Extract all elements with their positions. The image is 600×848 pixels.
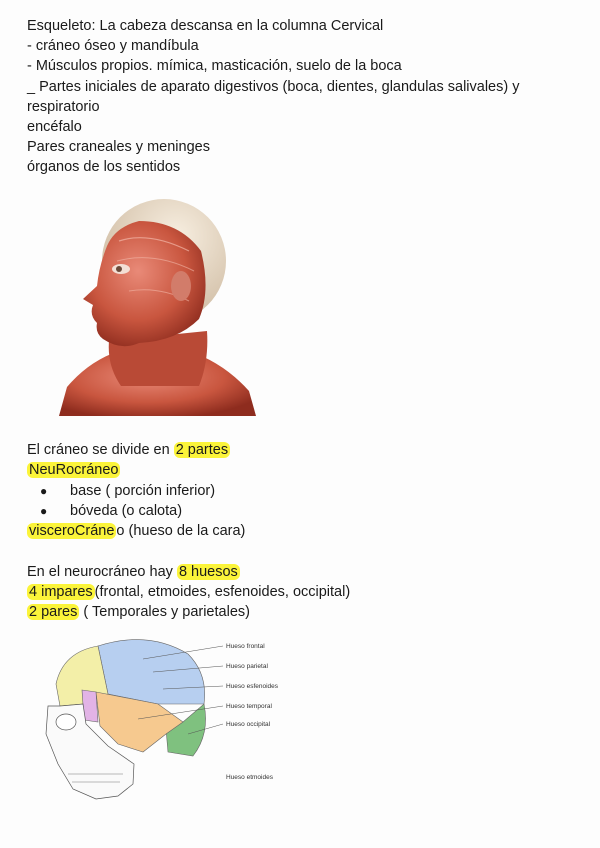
intro-line-4: _ Partes iniciales de aparato digestivos (boca, dientes, glandulas salivales) y bbox=[27, 79, 520, 95]
label-occipital: Hueso occipital bbox=[226, 721, 271, 728]
bones-prefix: En el neurocráneo hay bbox=[27, 564, 173, 580]
orbit bbox=[56, 714, 76, 730]
intro-line-1: Esqueleto: La cabeza descansa en la columna Cervical bbox=[27, 18, 384, 34]
impares-line bbox=[27, 583, 350, 602]
impares-rest: (frontal, etmoides, esfenoides, occipital) bbox=[94, 584, 351, 600]
division-highlight: 2 partes bbox=[175, 442, 229, 458]
neurocraneo-highlight: NeuRocráneo bbox=[29, 462, 119, 478]
intro-line-6: encéfalo bbox=[27, 119, 82, 135]
pares-rest: ( Temporales y parietales) bbox=[79, 604, 250, 620]
intro-line-5: respiratorio bbox=[27, 99, 100, 115]
intro-line-2: - cráneo óseo y mandíbula bbox=[27, 38, 199, 54]
bullet-base bbox=[40, 482, 215, 501]
label-etmoides: Hueso etmoides bbox=[226, 774, 273, 781]
parietal-bone bbox=[98, 640, 205, 704]
bullet-text: bóveda (o calota) bbox=[70, 503, 183, 519]
viscerocraneo-line bbox=[27, 522, 245, 541]
division-prefix: El cráneo se divide en bbox=[27, 442, 170, 458]
label-frontal: Hueso frontal bbox=[226, 643, 265, 650]
bullet-dot: ● bbox=[40, 484, 48, 498]
pares-line bbox=[27, 603, 250, 622]
bones-line bbox=[27, 563, 240, 582]
viscerocraneo-highlight: visceroCráne bbox=[29, 523, 115, 539]
intro-line-8: órganos de los sentidos bbox=[27, 159, 181, 175]
bullet-dot: ● bbox=[40, 504, 48, 518]
division-line bbox=[27, 441, 230, 460]
label-temporal: Hueso temporal bbox=[226, 703, 272, 710]
bullet-boveda bbox=[40, 502, 182, 521]
head-muscles-illustration bbox=[59, 191, 256, 416]
intro-line-7: Pares craneales y meninges bbox=[27, 139, 210, 155]
pares-highlight: 2 pares bbox=[29, 604, 78, 620]
skull-bones-diagram bbox=[38, 634, 288, 804]
bullet-text: base ( porción inferior) bbox=[70, 483, 216, 499]
bones-highlight: 8 huesos bbox=[178, 564, 238, 580]
neurocraneo-line bbox=[27, 461, 120, 480]
impares-highlight: 4 impares bbox=[29, 584, 93, 600]
label-parietal: Hueso parietal bbox=[226, 663, 268, 670]
intro-line-3: - Músculos propios. mímica, masticación, suelo de la boca bbox=[27, 58, 402, 74]
label-esfenoides: Hueso esfenoides bbox=[226, 683, 279, 690]
viscerocraneo-rest: o (hueso de la cara) bbox=[116, 523, 246, 539]
